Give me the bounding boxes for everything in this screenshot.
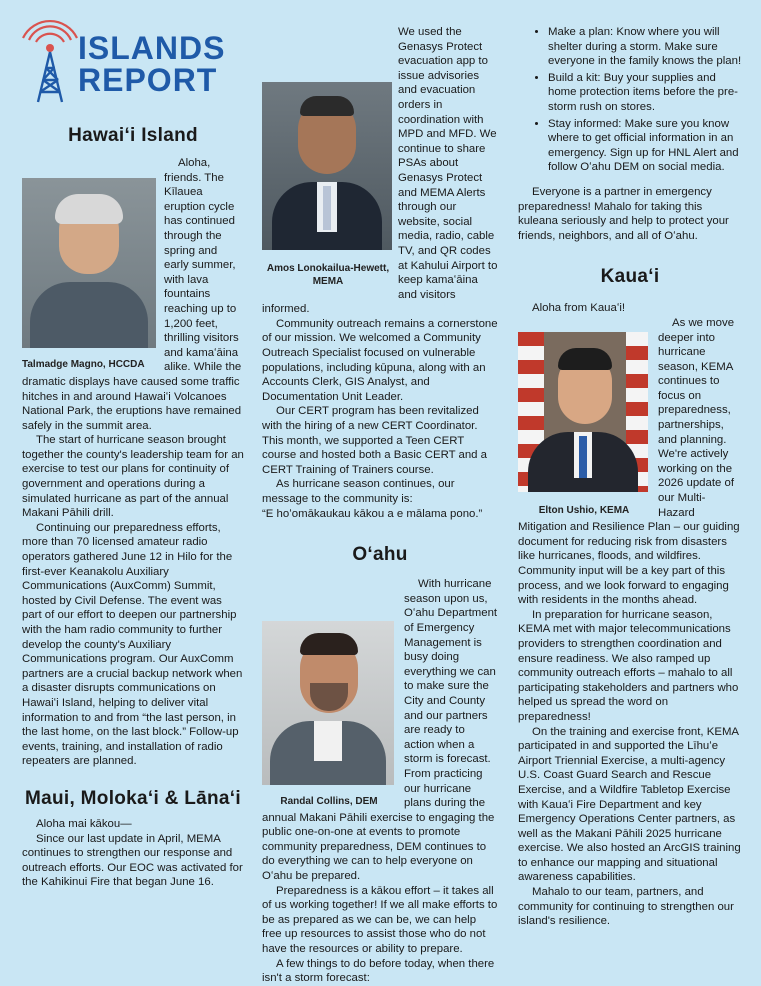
masthead-line2: REPORT [78,62,218,98]
elton-caption: Elton Ushio, KEMA [538,504,630,516]
oahu-checklist-item: • Make a plan: Know where you will shelter during a storm. Make sure everyone in the family knows the plan! [548,25,742,69]
amos-caption [262,262,394,288]
maui-paragraph-3: We used the Genasys Protect evacuation app to issue advisories and evacuation orders in coordination with MPD and MFD. We continue to share PSAs about Genasys Protect and MEMA Alerts through our website, social media, radio, cable TV, and QR codes at Kahului Airport to keep kamaʻāina and visitors informed. [262,26,498,316]
kauai-paragraph-2: As we move deeper into hurricane season, KEMA continues to focus on preparedness, partnerships, and planning. We're actively working on the 2026 update of our Multi-Hazard Mitigation and Resilience Plan – our guiding document for reducing risk from disasters like hurricanes, floods, and wildfires. Community input will be a key part of this process, and we look forward to engaging with residents in the months ahead. [518,316,740,607]
elton-ushio-photo [518,332,648,492]
hawaii-heading: Hawaiʻi Island [68,125,198,146]
kauai-paragraph-1: Aloha from Kauaʻi! [532,302,626,315]
hawaii-paragraph-2: The start of hurricane season brought together the county's leadership team for an exercise to test our plans for continuity of government and operations during a simulated hurricane as part of the annual Makani Pāhili drill. [22,434,244,520]
column-2 [262,25,498,986]
maui-paragraph-6: As hurricane season continues, our message to the community is: [262,478,455,505]
kauai-heading: Kauaʻi [600,266,660,288]
maui-paragraph-2: Since our last update in April, MEMA continues to strengthen our response and outreach efforts. Our EOC was activated for the Kahikinui Fire that began June 16. [22,832,243,889]
kauai-paragraph-5: Mahalo to our team, partners, and community for continuing to strengthen our island's resilience. [518,886,734,928]
oahu-heading: Oʻahu [352,544,408,566]
talmadge-photo-block [22,156,156,371]
radio-tower-logo-icon [22,18,78,104]
oahu-paragraph-3: A few things to do before today, when there isn't a storm forecast: [262,957,495,985]
hawaii-paragraph-1: Aloha, friends. The Kīlauea eruption cycle has continued through the spring and early summer, with lava fountains reaching up to 1,200 feet, thrilling visitors and kamaʻāina alike. While the dramatic displays have caused some traffic hitches in and around Hawaiʻi Volcanoes National Park, the eruptions have remained safely in the summit area. [22,157,242,432]
kauai-paragraph-3: In preparation for hurricane season, KEMA met with major telecommunications providers to strengthen coordination and ensure readiness. We also ramped up community outreach efforts – mahalo to all participating stakeholders and partners who helped us spread the word on preparedness! [518,608,739,723]
oahu-checklist-item: • Build a kit: Buy your supplies and home protection items before the pre-storm rush on stores. [548,71,742,115]
oahu-paragraph-4: Everyone is a partner in emergency preparedness! Mahalo for taking this kuleana seriously and help to protect your friends, neighbors, and all of Oʻahu. [518,185,729,242]
randal-collins-photo [262,621,394,785]
column-1 [22,124,244,890]
oahu-checklist [518,25,742,175]
amos-lonokailua-hewett-photo [262,82,392,250]
maui-paragraph-4: Community outreach remains a cornerstone of our mission. We welcomed a Community Outreach Specialist focused on vulnerable populations, including kūpuna, along with an Accounts Clerk, GIS Analyst, and Documentation Unit Leader. [262,317,498,403]
elton-photo-block [518,316,650,517]
maui-quote: “E hoʻomākaukau kākou a e mālama pono.” [262,507,483,520]
talmadge-caption: Talmadge Magno, HCCDA [22,359,145,370]
maui-paragraph-1: Aloha mai kākou— [36,817,132,830]
maui-paragraph-5: Our CERT program has been revitalized with the hiring of a new CERT Coordinator. This month, we supported a Teen CERT course and hosted both a Basic CERT and a CERT Training of Trainers course. [262,405,488,476]
amos-photo-block [262,25,394,288]
randal-photo-block [262,577,396,808]
masthead-line1: ISLANDS [78,30,226,66]
talmadge-magno-photo [22,178,156,348]
oahu-paragraph-2: Preparedness is a kākou effort – it takes all of us working together! If we all make efforts to be as prepared as we can be, we can help free up resources to assist those who do not have the resources or ability to prepare. [262,884,498,956]
maui-heading: Maui, Molokaʻi & Lānaʻi [25,787,241,809]
column-3 [518,25,742,929]
amos-caption-name: Amos Lonokailua-Hewett, [266,263,390,274]
masthead [22,18,244,108]
masthead-title [78,32,225,96]
oahu-paragraph-1: With hurricane season upon us, Oʻahu Department of Emergency Management is busy doing everything we can to make sure the City and County and our partners are ready to action when a storm is forecast. From practicing our hurricane plans during the annual Makani Pāhili exercise to engaging the public one-on-one at events to promote community preparedness, DEM continues to do everything we can to help everyone on Oʻahu be prepared. [262,578,498,883]
randal-caption: Randal Collins, DEM [280,796,378,808]
oahu-checklist-item: • Stay informed: Make sure you know where to get official information in an emergency. Sign up for HNL Alert and follow Oʻahu DEM on social media. [548,117,742,175]
hawaii-paragraph-3: Continuing our preparedness efforts, more than 70 licensed amateur radio operators gathered June 12 in Hilo for the first-ever Keanakolu Auxiliary Communications (AuxComm) Summit, hosted by Civil Defense. The event was part of our effort to deepen our partnership with the ham radio community to further develop the county's Auxiliary Communications program. Our AuxComm partners are a crucial backup network when a disaster disrupts communications on Hawaiʻi Island, helping to deliver vital information to and from “the last person, in the last home, on the last block.” Follow-up events, training, and installation of radio repeaters are planned. [22,521,243,768]
kauai-paragraph-4: On the training and exercise front, KEMA participated in and supported the Līhuʻe Airport Triennial Exercise, a multi-agency U.S. Coast Guard Search and Rescue Exercise, and a Wildfire Tabletop Exercise with Kauaʻi Fire Department and key Emergency Operations Center partners, as well as the Makani Pāhili 2025 hurricane exercise. We also hosted an ArcGIS training to enhance our mapping and situational awareness capabilities. [518,725,741,884]
amos-caption-org: MEMA [312,276,344,287]
